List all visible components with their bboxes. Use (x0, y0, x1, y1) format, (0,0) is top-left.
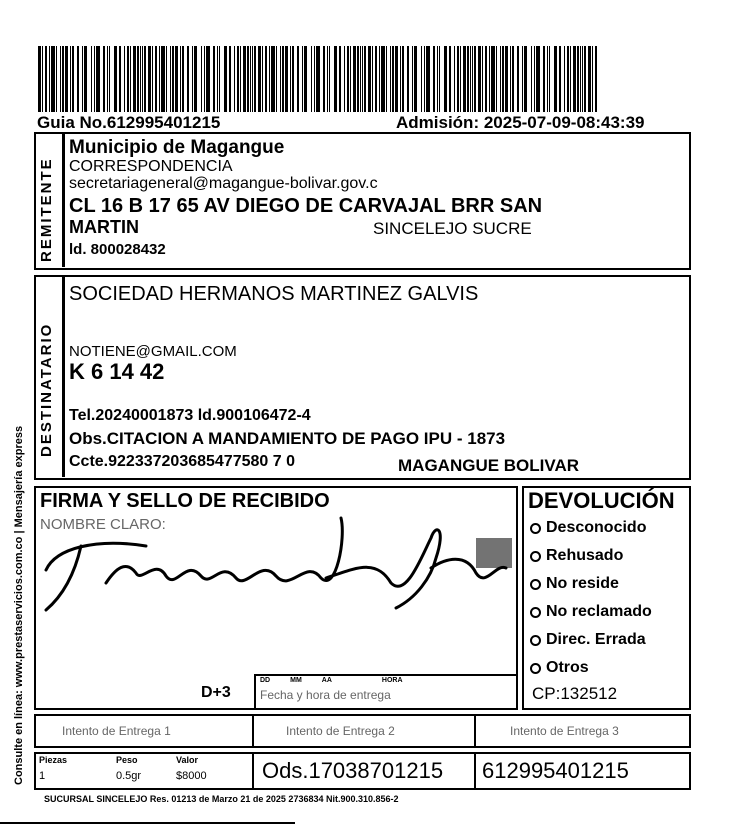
postal-code: CP:132512 (532, 684, 618, 703)
clear-name-label: NOMBRE CLARO: (40, 516, 166, 533)
admission-datetime: Admisión: 2025-07-09-08:43:39 (396, 113, 645, 132)
pieces-value: 1 (39, 770, 46, 782)
delivery-attempt-2: Intento de Entrega 2 (286, 724, 395, 738)
delivery-term: D+3 (201, 684, 231, 701)
day-header: DD (260, 677, 271, 684)
weight-label: Peso (116, 755, 138, 765)
bottom-rule (0, 822, 295, 824)
year-header: AA (321, 677, 332, 684)
shipment-details-row (34, 752, 691, 790)
return-option-not-reside[interactable]: No reside (530, 570, 652, 598)
recipient-ccte: Ccte.922337203685477580 7 0 (69, 453, 295, 470)
recipient-email: NOTIENE@GMAIL.COM (69, 343, 237, 360)
recipient-address: K 6 14 42 (69, 359, 165, 384)
radio-circle-icon (530, 607, 541, 618)
delivery-datetime-field (254, 674, 516, 708)
return-option-unclaimed[interactable]: No reclamado (530, 598, 652, 626)
return-title: DEVOLUCIÓN (528, 488, 675, 513)
sender-email: secretariageneral@magangue-bolivar.gov.c (69, 175, 378, 192)
guia-number: Guia No.612995401215 (37, 113, 221, 132)
sender-department: CORRESPONDENCIA (69, 158, 233, 175)
delivery-attempts-row (34, 714, 691, 748)
sender-city: SINCELEJO SUCRE (373, 219, 532, 238)
recipient-name: SOCIEDAD HERMANOS MARTINEZ GALVIS (69, 283, 479, 305)
guide-number-bottom: 612995401215 (482, 758, 629, 783)
return-option-wrong-address[interactable]: Direc. Errada (530, 626, 652, 654)
weight-value: 0.5gr (116, 770, 142, 782)
sender-id: ld. 800028432 (69, 241, 166, 258)
recipient-label: DESTINATARIO (38, 322, 55, 457)
sender-address: CL 16 B 17 65 AV DIEGO DE CARVAJAL BRR SAN (69, 195, 543, 217)
sender-address-line2: MARTIN (69, 217, 139, 237)
return-option-others[interactable]: Otros (530, 654, 652, 682)
value-amount: $8000 (176, 770, 207, 782)
month-header: MM (290, 677, 302, 684)
handwritten-signature (36, 498, 516, 618)
recipient-city: MAGANGUE BOLIVAR (398, 456, 580, 475)
value-label: Valor (176, 755, 199, 765)
sender-name: Municipio de Magangue (69, 137, 285, 158)
delivery-attempt-3: Intento de Entrega 3 (510, 724, 619, 738)
recipient-observation: Obs.CITACION A MANDAMIENTO DE PAGO IPU - 1873 (69, 429, 506, 448)
radio-circle-icon (530, 579, 541, 590)
radio-circle-icon (530, 523, 541, 534)
sender-section (34, 132, 691, 270)
recipient-section (34, 275, 691, 480)
delivery-datetime-label: Fecha y hora de entrega (260, 688, 391, 702)
signature-title: FIRMA Y SELLO DE RECIBIDO (40, 490, 330, 512)
hour-header: HORA (381, 677, 403, 684)
radio-circle-icon (530, 635, 541, 646)
delivery-attempt-1: Intento de Entrega 1 (62, 724, 171, 738)
signature-section (34, 486, 518, 710)
footer-branch-info: SUCURSAL SINCELEJO Res. 01213 de Marzo 21 de 2025 2736834 Nit.900.310.856-2 (44, 794, 399, 804)
sender-label: REMITENTE (38, 157, 55, 262)
return-option-refused[interactable]: Rehusado (530, 542, 652, 570)
radio-circle-icon (530, 551, 541, 562)
radio-circle-icon (530, 663, 541, 674)
side-info-text: Consulte en línea: www.prestaservicios.com.co | Mensajería express (13, 425, 25, 785)
return-option-unknown[interactable]: Desconocido (530, 514, 652, 542)
return-section (522, 486, 691, 710)
ods-number: Ods.17038701215 (262, 758, 444, 783)
recipient-tel: Tel.20240001873 ld.900106472-4 (69, 407, 311, 424)
pieces-label: Piezas (39, 755, 68, 765)
barcode (38, 46, 600, 112)
